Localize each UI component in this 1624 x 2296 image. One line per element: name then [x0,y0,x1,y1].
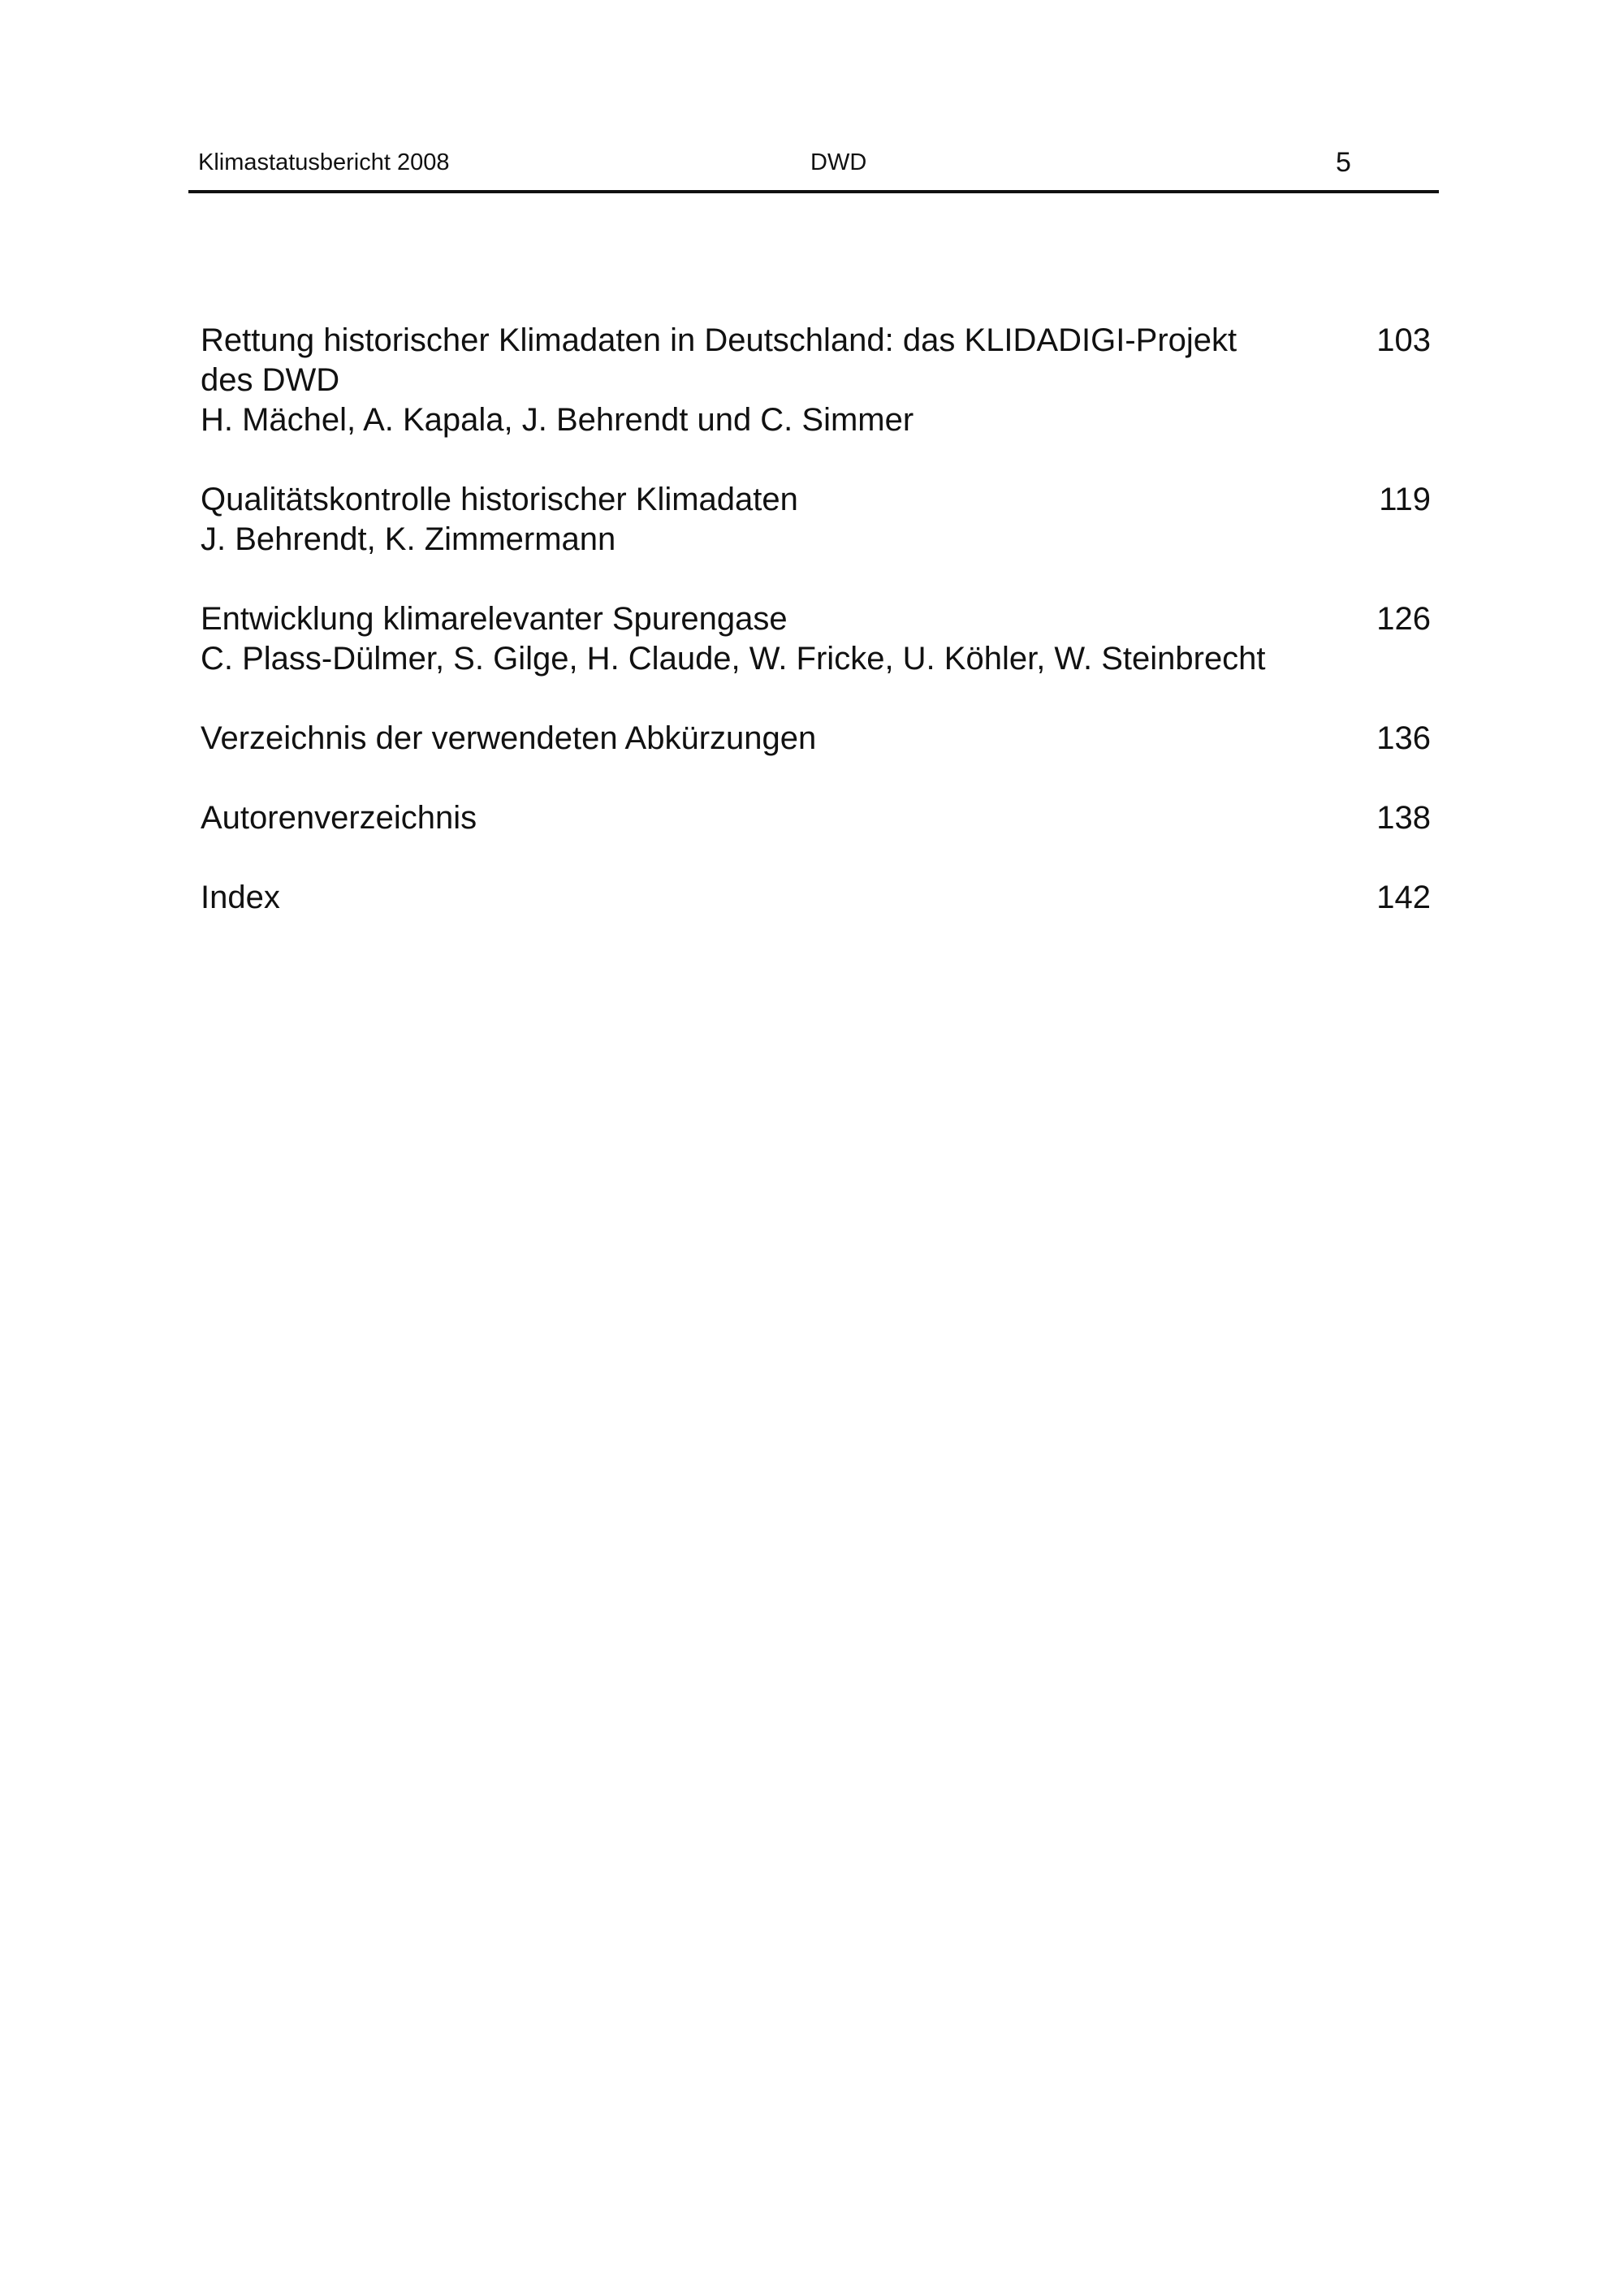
toc-entry-autorenverzeichnis[interactable] [201,798,1431,838]
header-divider [188,190,1439,193]
toc-entry-authors: J. Behrendt, K. Zimmermann [201,521,616,557]
toc-entry-title[interactable]: Entwicklung klimarelevanter Spurengase [201,601,788,637]
toc-entry-page[interactable]: 103 [1376,322,1431,358]
report-title: Klimastatusbericht 2008 [198,149,450,175]
toc-entry-authors: C. Plass-Dülmer, S. Gilge, H. Claude, W. Fricke, U. Köhler, W. Steinbrecht [201,641,1266,677]
page-number: 5 [1336,147,1351,178]
toc-entry-page[interactable]: 119 [1379,482,1431,517]
toc-entry-klidadigi[interactable] [201,321,1431,440]
table-of-contents [201,321,1431,918]
toc-entry-page[interactable]: 142 [1376,880,1431,915]
toc-entry-page[interactable]: 136 [1376,720,1431,756]
toc-entry-index[interactable] [201,878,1431,918]
publisher-name: DWD [810,149,867,175]
toc-entry-page[interactable]: 126 [1376,601,1431,637]
toc-entry-qualitaetskontrolle[interactable] [201,480,1431,560]
toc-entry-title-continued[interactable]: des DWD [201,362,340,398]
toc-entry-title[interactable]: Verzeichnis der verwendeten Abkürzungen [201,720,817,756]
toc-entry-abkuerzungen[interactable] [201,719,1431,759]
toc-entry-title[interactable]: Qualitätskontrolle historischer Klimadaten [201,482,798,517]
toc-entry-page[interactable]: 138 [1376,800,1431,836]
toc-entry-authors: H. Mächel, A. Kapala, J. Behrendt und C. Simmer [201,402,914,438]
toc-entry-title[interactable]: Index [201,880,280,915]
toc-entry-title[interactable]: Autorenverzeichnis [201,800,477,836]
toc-entry-title[interactable]: Rettung historischer Klimadaten in Deutschland: das KLIDADIGI-Projekt [201,322,1237,358]
toc-entry-spurengase[interactable] [201,599,1431,679]
page-header [188,146,1439,195]
